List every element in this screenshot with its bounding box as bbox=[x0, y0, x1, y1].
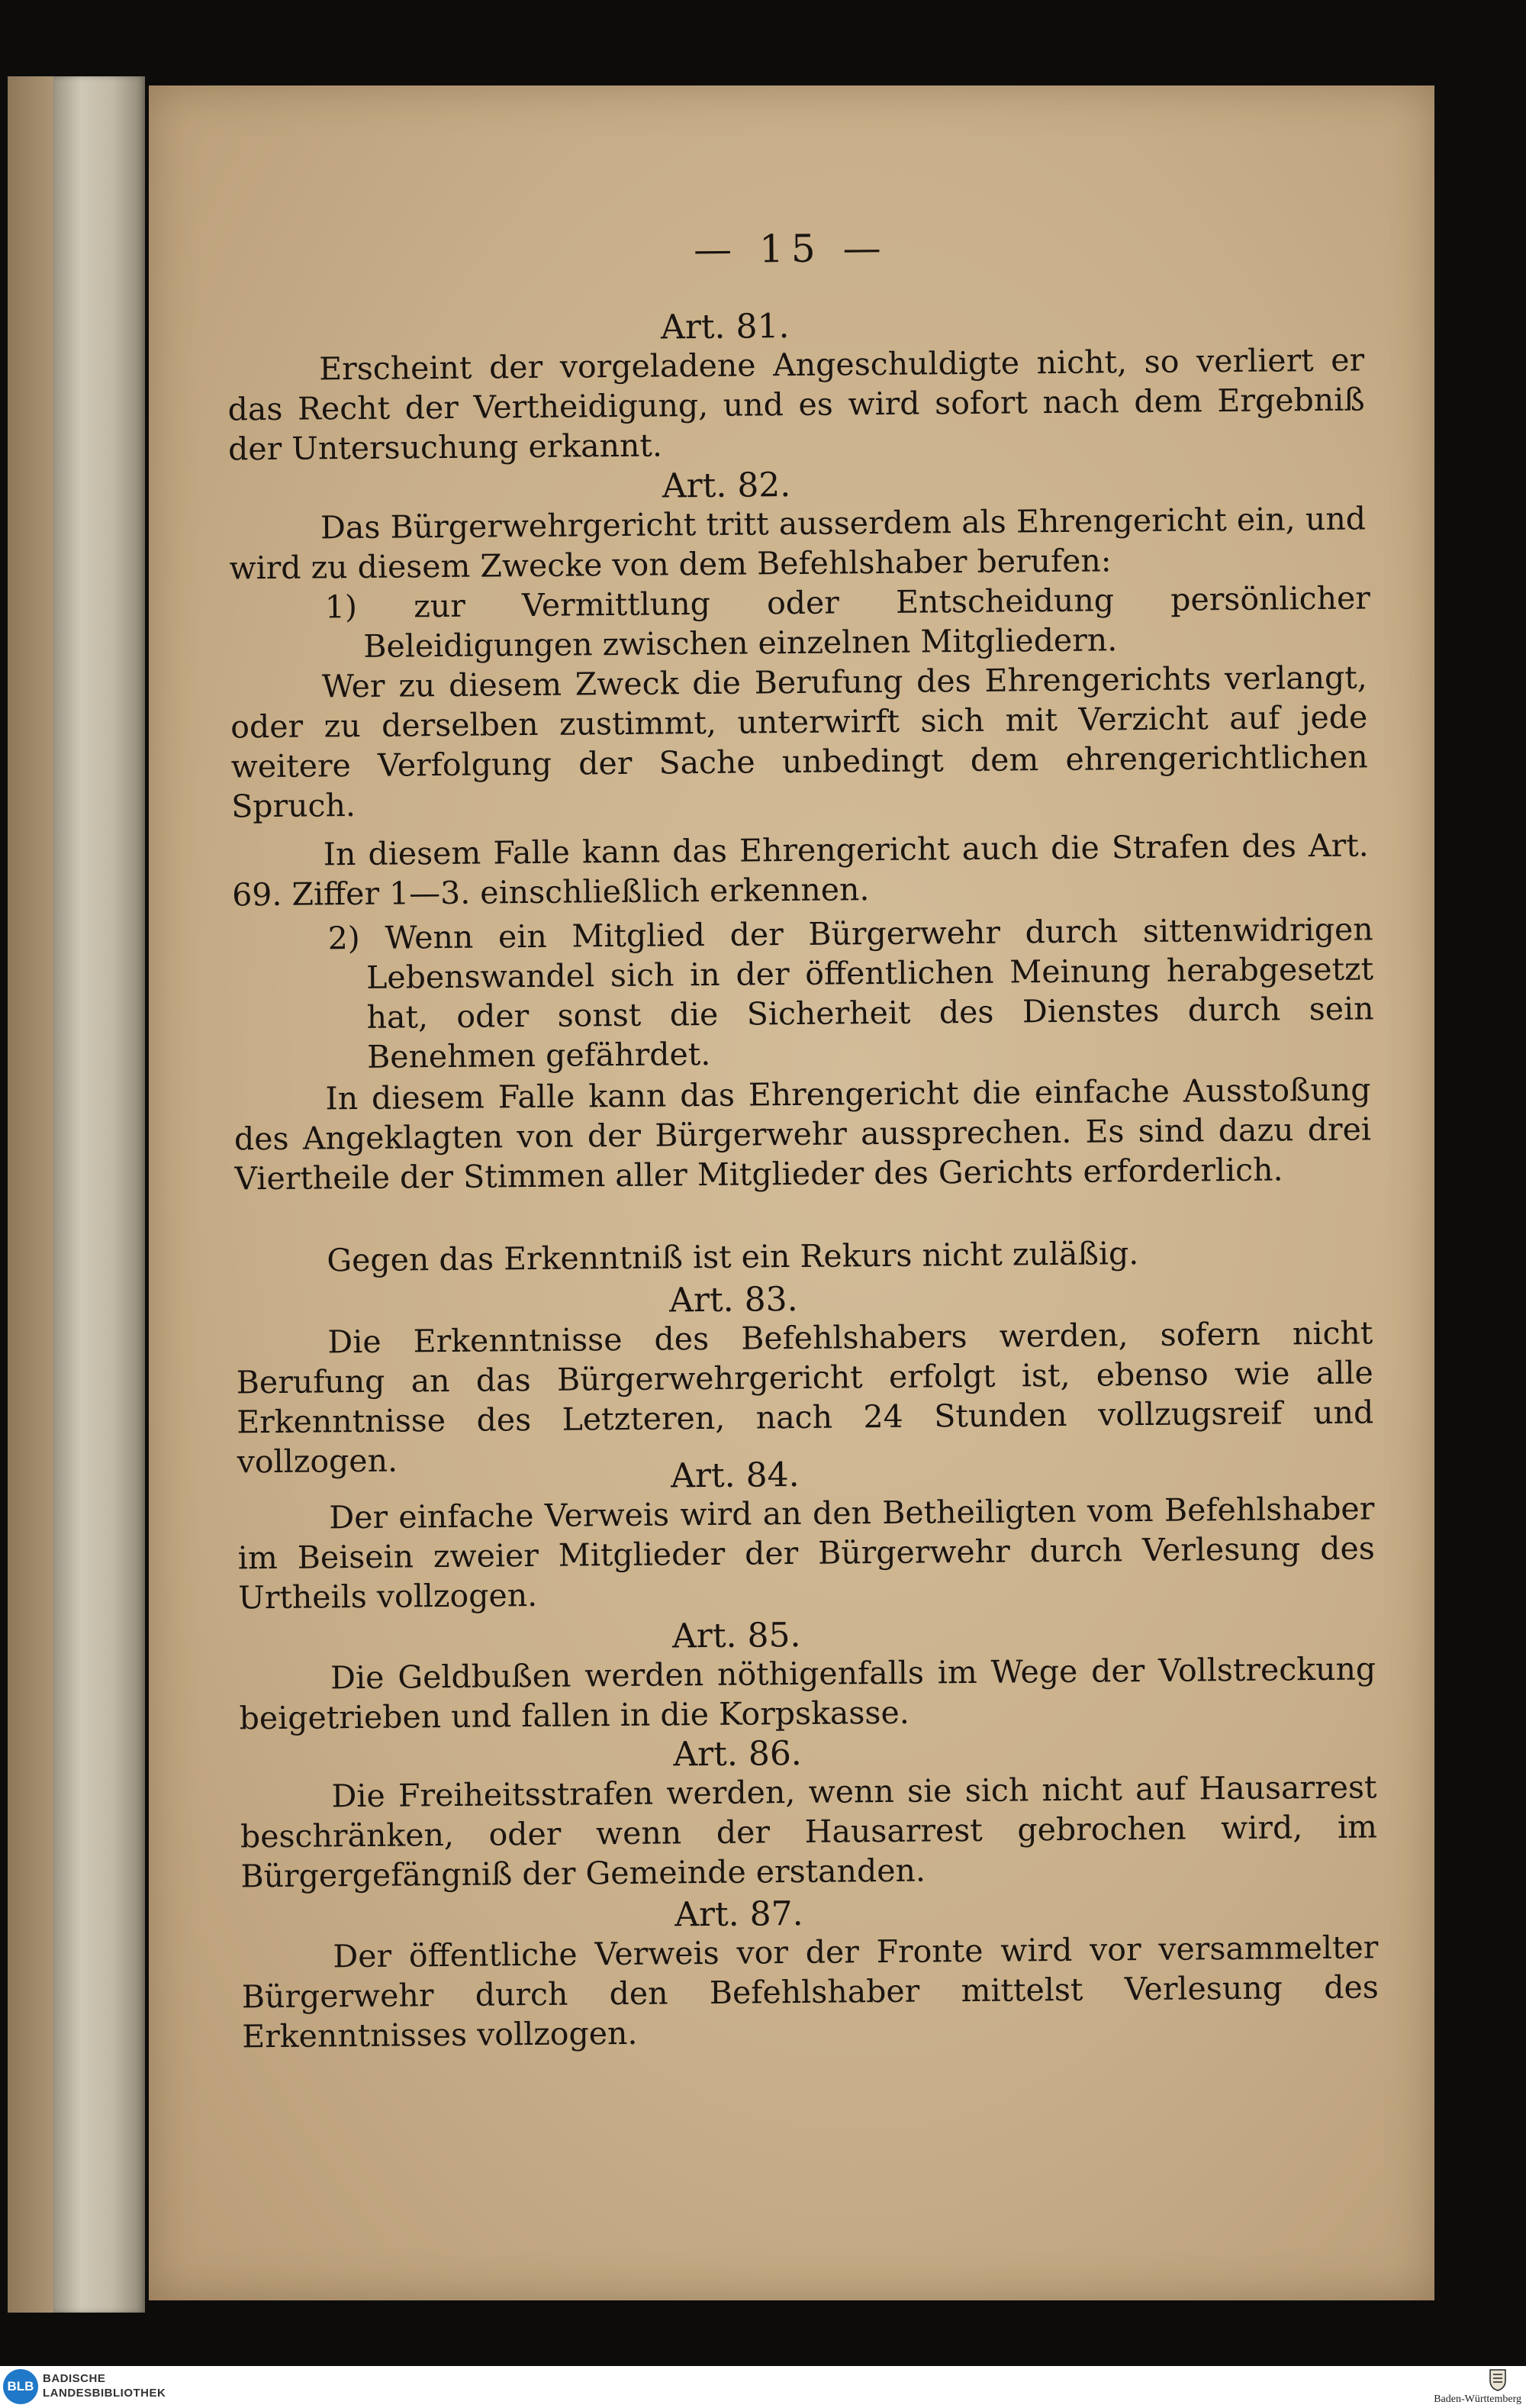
art86-body: Die Freiheitsstrafen werden, wenn sie sich nicht auf Hausarrest beschränken, oder wenn der Hausarrest gebrochen wird, im Bürgergefängniß der Gemeinde erstanden. bbox=[240, 1768, 1378, 1895]
art82-item1: 1) zur Vermittlung oder Entscheidung persönlicher Beleidigungen zwischen einzelnen Mitgliedern. bbox=[324, 579, 1371, 665]
art85-body: Die Geldbußen werden nöthigenfalls im Wege der Vollstreckung beigetrieben und fallen in die Korpskasse. bbox=[239, 1650, 1376, 1737]
art82-item2: 2) Wenn ein Mitglied der Bürgerwehr durch sittenwidrigen Lebenswandel sich in der öffentlichen Meinung herabgesetzt hat, oder sonst die Sicherheit des Dienstes durch sein Benehmen gefährdet. bbox=[327, 911, 1374, 1075]
library-name-line2: LANDESBIBLIOTHEK bbox=[43, 2387, 166, 2400]
art87-body: Der öffentliche Verweis vor der Fronte wird vor versammelter Bürgerwehr durch den Befehlshaber mittelst Verlesung des Erkenntnisses vollzogen. bbox=[241, 1929, 1379, 2055]
page-number: — 15 — bbox=[693, 225, 889, 272]
art82-intro: Das Bürgerwehrgericht tritt ausserdem als Ehrengericht ein, und wird zu diesem Zwecke von dem Befehlshaber berufen: bbox=[229, 500, 1367, 587]
library-name bbox=[43, 2371, 166, 2400]
art83-heading: Art. 83. bbox=[668, 1279, 798, 1320]
art85-heading: Art. 85. bbox=[671, 1615, 801, 1656]
scanned-page bbox=[149, 85, 1434, 2300]
art82-para4: Gegen das Erkenntniß ist ein Rekurs nicht zuläßig. bbox=[327, 1235, 1139, 1279]
page-text bbox=[149, 80, 1454, 2306]
art82-para1: Wer zu diesem Zweck die Berufung des Ehrengerichts verlangt, oder zu derselben zustimmt, unterwirft sich mit Verzicht auf jede weitere Verfolgung der Sache unbedingt dem ehrengerichtlichen Spruch. bbox=[230, 659, 1368, 825]
blb-logo-icon[interactable]: BLB bbox=[3, 2369, 38, 2404]
coat-of-arms-icon bbox=[1483, 2368, 1512, 2392]
art86-heading: Art. 86. bbox=[673, 1733, 803, 1775]
library-name-line1: BADISCHE bbox=[43, 2372, 106, 2385]
art82-para2: In diesem Falle kann das Ehrengericht auch die Strafen des Art. 69. Ziffer 1—3. einschließlich erkennen. bbox=[232, 827, 1369, 914]
art84-heading: Art. 84. bbox=[670, 1455, 800, 1496]
art81-heading: Art. 81. bbox=[660, 307, 790, 347]
art82-heading: Art. 82. bbox=[662, 466, 791, 506]
region-label: Baden-Württemberg bbox=[1434, 2393, 1521, 2405]
art81-body: Erscheint der vorgeladene Angeschuldigte nicht, so verliert er das Recht der Vertheidigung, und es wird sofort nach dem Ergebniß der Untersuchung erkannt. bbox=[227, 341, 1365, 468]
art87-heading: Art. 87. bbox=[674, 1894, 803, 1935]
art84-body: Der einfache Verweis wird an den Betheiligten vom Befehlshaber im Beisein zweier Mitglieder der Bürgerwehr durch Verlesung des Urtheils vollzogen. bbox=[237, 1490, 1375, 1617]
footer-bar bbox=[0, 2366, 1526, 2408]
art82-para3: In diesem Falle kann das Ehrengericht die einfache Ausstoßung des Angeklagten von der Bürgerwehr aussprechen. Es sind dazu drei Viertheile der Stimmen aller Mitglieder des Gerichts erforderlich. bbox=[233, 1071, 1372, 1198]
art83-body: Die Erkenntnisse des Befehlshabers werden, sofern nicht Berufung an das Bürgerwehrgericht erfolgt ist, ebenso wie alle Erkenntnisse des Letzteren, nach 24 Stunden vollzugsreif und vollzogen. bbox=[236, 1314, 1374, 1481]
book-spine bbox=[53, 76, 145, 2313]
